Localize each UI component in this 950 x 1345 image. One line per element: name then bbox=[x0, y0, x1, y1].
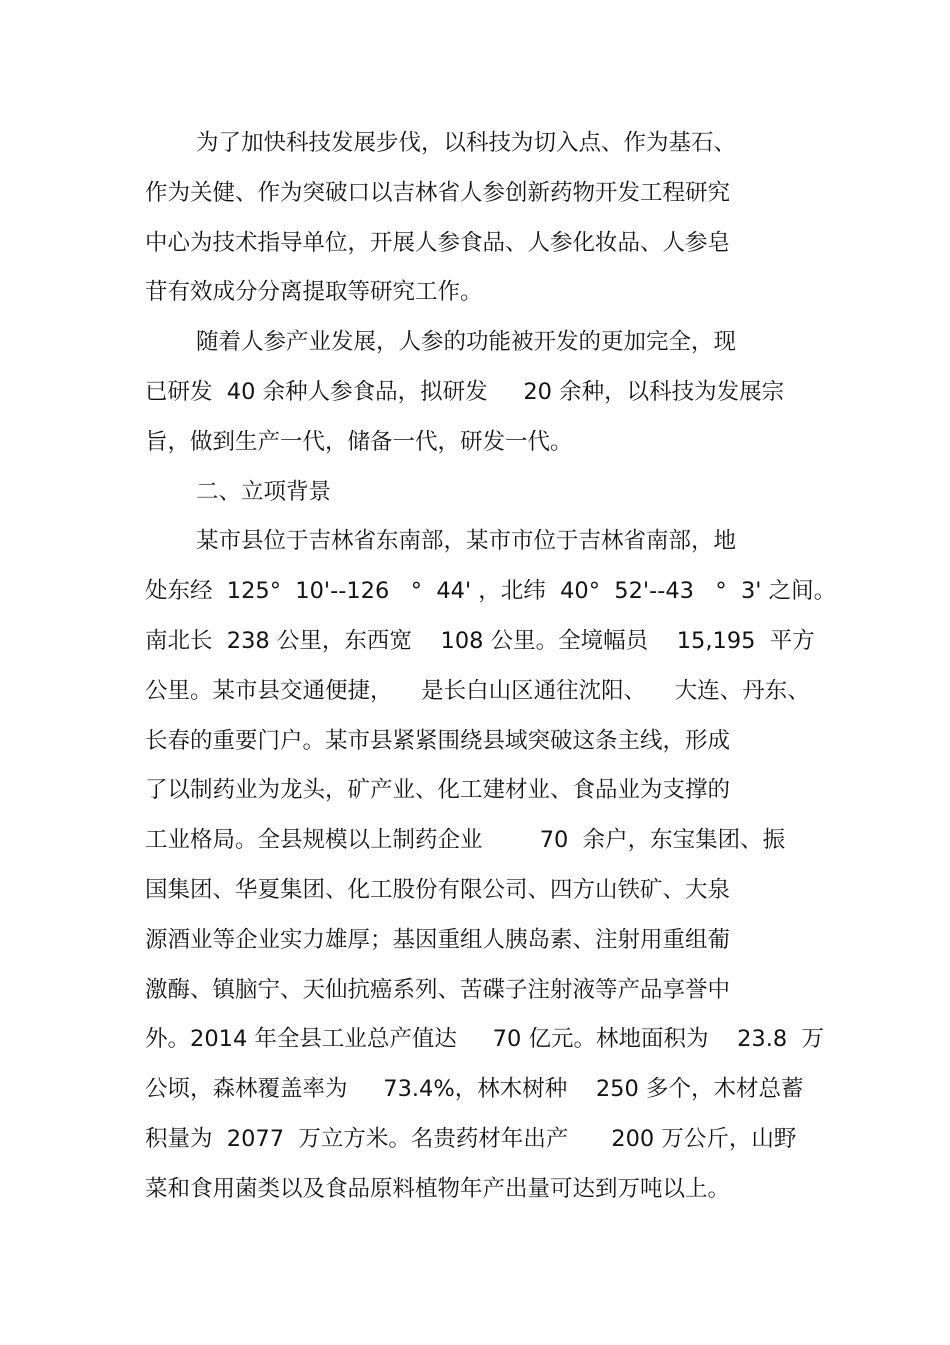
paragraph-3-line-11: 外。2014 年全县工业总产值达 70 亿元。林地面积为 23.8 万 bbox=[145, 1026, 824, 1052]
paragraph-2-line-3: 旨，做到生产一代，储备一代，研发一代。 bbox=[145, 429, 573, 455]
paragraph-3-line-5: 长春的重要门户。某市县紧紧围绕县域突破这条主线，形成 bbox=[145, 728, 731, 754]
paragraph-3-line-10: 激酶、镇脑宁、天仙抗癌系列、苦碟子注射液等产品享誉中 bbox=[145, 977, 731, 1003]
paragraph-1-line-1: 为了加快科技发展步伐，以科技为切入点、作为基石、 bbox=[196, 130, 737, 156]
paragraph-1-line-3: 中心为技术指导单位，开展人参食品、人参化妆品、人参皂 bbox=[145, 230, 731, 256]
paragraph-3-line-7: 工业格局。全县规模以上制药企业 70 余户，东宝集团、振 bbox=[145, 827, 786, 853]
paragraph-3-line-6: 了以制药业为龙头，矿产业、化工建材业、食品业为支撑的 bbox=[145, 777, 731, 803]
paragraph-2-line-1: 随着人参产业发展，人参的功能被开发的更加完全，现 bbox=[196, 329, 737, 355]
paragraph-3-line-4: 公里。某市县交通便捷， 是长白山区通往沈阳、 大连、丹东、 bbox=[145, 678, 810, 704]
paragraph-2-line-2: 已研发 40 余种人参食品，拟研发 20 余种，以科技为发展宗 bbox=[145, 379, 785, 405]
paragraph-3-line-13: 积量为 2077 万立方米。名贵药材年出产 200 万公斤，山野 bbox=[145, 1126, 797, 1152]
paragraph-3-line-3: 南北长 238 公里，东西宽 108 公里。全境幅员 15,195 平方 bbox=[145, 628, 815, 654]
paragraph-3-line-2: 处东经 125° 10'--126 ° 44' ，北纬 40° 52'--43 ° 3' 之间。 bbox=[145, 578, 837, 604]
paragraph-1-line-4: 苷有效成分分离提取等研究工作。 bbox=[145, 279, 483, 305]
paragraph-3-line-14: 菜和食用菌类以及食品原料植物年产出量可达到万吨以上。 bbox=[145, 1176, 731, 1202]
paragraph-3-line-12: 公顷，森林覆盖率为 73.4%，林木树种 250 多个，木材总蓄 bbox=[145, 1076, 804, 1102]
paragraph-1-line-2: 作为关健、作为突破口以吉林省人参创新药物开发工程研究 bbox=[145, 180, 731, 206]
paragraph-3-line-8: 国集团、华夏集团、化工股份有限公司、四方山铁矿、大泉 bbox=[145, 877, 731, 903]
section-heading: 二、立项背景 bbox=[196, 479, 332, 505]
paragraph-3-line-9: 源酒业等企业实力雄厚；基因重组人胰岛素、注射用重组葡 bbox=[145, 927, 731, 953]
paragraph-3-line-1: 某市县位于吉林省东南部，某市市位于吉林省南部，地 bbox=[196, 528, 737, 554]
